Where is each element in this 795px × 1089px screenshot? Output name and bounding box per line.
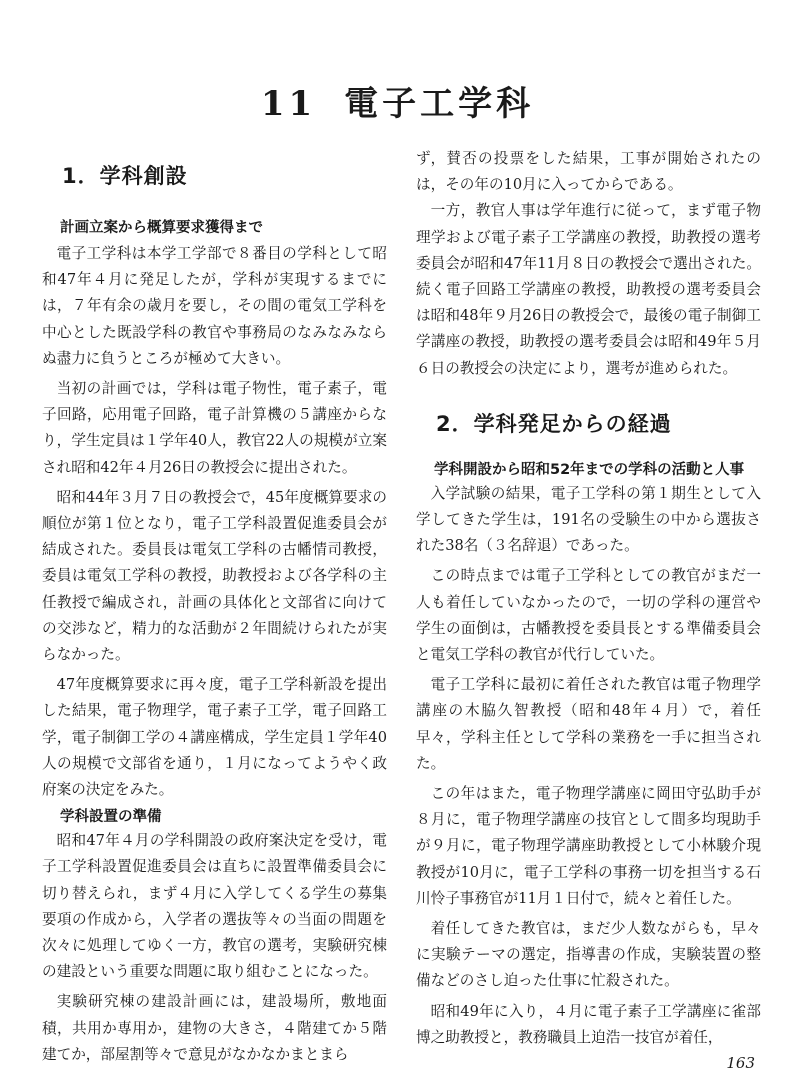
paragraph: 47年度概算要求に再々度，電子工学科新設を提出した結果，電子物理学，電子素子工学，電子回路工学，電子制御工学の４講座構成，学生定員１学年40人の規模で文部省を通り，１月になってようやく政府案の決定をみた。 — [42, 676, 387, 799]
page-number: 163 — [726, 1054, 755, 1072]
subheading-activities: 学科開設から昭和52年までの学科の活動と人事 — [434, 461, 745, 478]
right-column — [416, 146, 761, 1051]
chapter-title: 電子工学科 — [344, 84, 535, 124]
subheading-planning: 計画立案から概算要求獲得まで — [60, 220, 263, 236]
paragraph: 着任してきた教官は，まだ少人数ながらも，早々に実験テーマの選定，指導書の作成，実験装置の整備などのさし迫った仕事に忙殺された。 — [416, 920, 761, 990]
paragraph: この時点までは電子工学科としての教官がまだ一人も着任していなかったので，一切の学科の運営や学生の面倒は，古幡教授を委員長とする準備委員会と電気工学科の教官が代行していた。 — [416, 567, 761, 664]
paragraph: 昭和44年３月７日の教授会で，45年度概算要求の順位が第１位となり，電子工学科設置促進委員会が結成された。委員長は電気工学科の古幡情司教授，委員は電気工学科の教授，助教授および各学科の主任教授で編成され，計画の具体化と文部省に向けての交渉など，精力的な活動が２年間続けられたが実らなかった。 — [42, 488, 387, 664]
paragraph: 昭和49年に入り，４月に電子素子工学講座に雀部博之助教授と，教務職員上迫浩一技官が着任， — [416, 1002, 761, 1046]
page-title — [0, 76, 795, 125]
paragraph: 昭和47年４月の学科開設の政府案決定を受け，電子工学科設置促進委員会は直ちに設置準備委員会に切り替えられ，まず４月に入学してくる学生の募集要項の作成から，入学者の選抜等々の当面の問題を次々に処理してゆく一方，教官の選考，実験研究棟の建設という重要な問題に取り組むことになった。 — [42, 832, 387, 981]
paragraph: 一方，教官人事は学年進行に従って，まず電子物理学および電子素子工学講座の教授，助教授の選考委員会が昭和47年11月８日の教授会で選出された。続く電子回路工学講座の教授，助教授の選考委員会は昭和48年９月26日の教授会で，最後の電子制御工学講座の教授，助教授の選考委員会は昭和49年５月６日の教授会の決定により，選考が進められた。 — [416, 202, 761, 377]
paragraph: ず，賛否の投票をした結果，工事が開始されたのは，その年の10月に入ってからである。 — [416, 150, 761, 194]
paragraph: 電子工学科は本学工学部で８番目の学科として昭和47年４月に発足したが，学科が実現するまでには，７年有余の歳月を要し，その間の電気工学科を中心とした既設学科の教官や事務局のなみなみならぬ盡力に負うところが極めて大きい。 — [42, 245, 387, 367]
section-heading-1: 1．学科創設 — [62, 164, 188, 188]
paragraph: この年はまた，電子物理学講座に岡田守弘助手が８月に，電子物理学講座の技官として間多均現助手が９月に，電子物理学講座助教授として小林駿介現教授が10月に，電子工学科の事務一切を担当する石川怜子事務官が11月１日付で，続々と着任した。 — [416, 785, 761, 907]
paragraph: 当初の計画では，学科は電子物性，電子素子，電子回路，応用電子回路，電子計算機の５講座からなり，学生定員は１学年40人，教官22人の規模が立案され昭和42年４月26日の教授会に提出された。 — [42, 380, 387, 476]
left-column — [42, 160, 387, 1068]
paragraph: 入学試験の結果，電子工学科の第１期生として入学してきた学生は，191名の受験生の中から選抜された38名（３名辞退）であった。 — [416, 484, 761, 555]
section-heading-2: 2．学科発足からの経過 — [436, 411, 672, 436]
paragraph: 電子工学科に最初に着任された教官は電子物理学講座の木脇久智教授（昭和48年４月）で，着任早々，学科主任として学科の業務を一手に担当された。 — [416, 676, 761, 772]
paragraph: 実験研究棟の建設計画には，建設場所，敷地面積，共用か専用か，建物の大きさ，４階建てか５階建てか，部屋割等々で意見がなかなかまとまら — [42, 993, 387, 1063]
chapter-number: 11 — [260, 84, 317, 124]
subheading-preparation: 学科設置の準備 — [60, 809, 162, 826]
